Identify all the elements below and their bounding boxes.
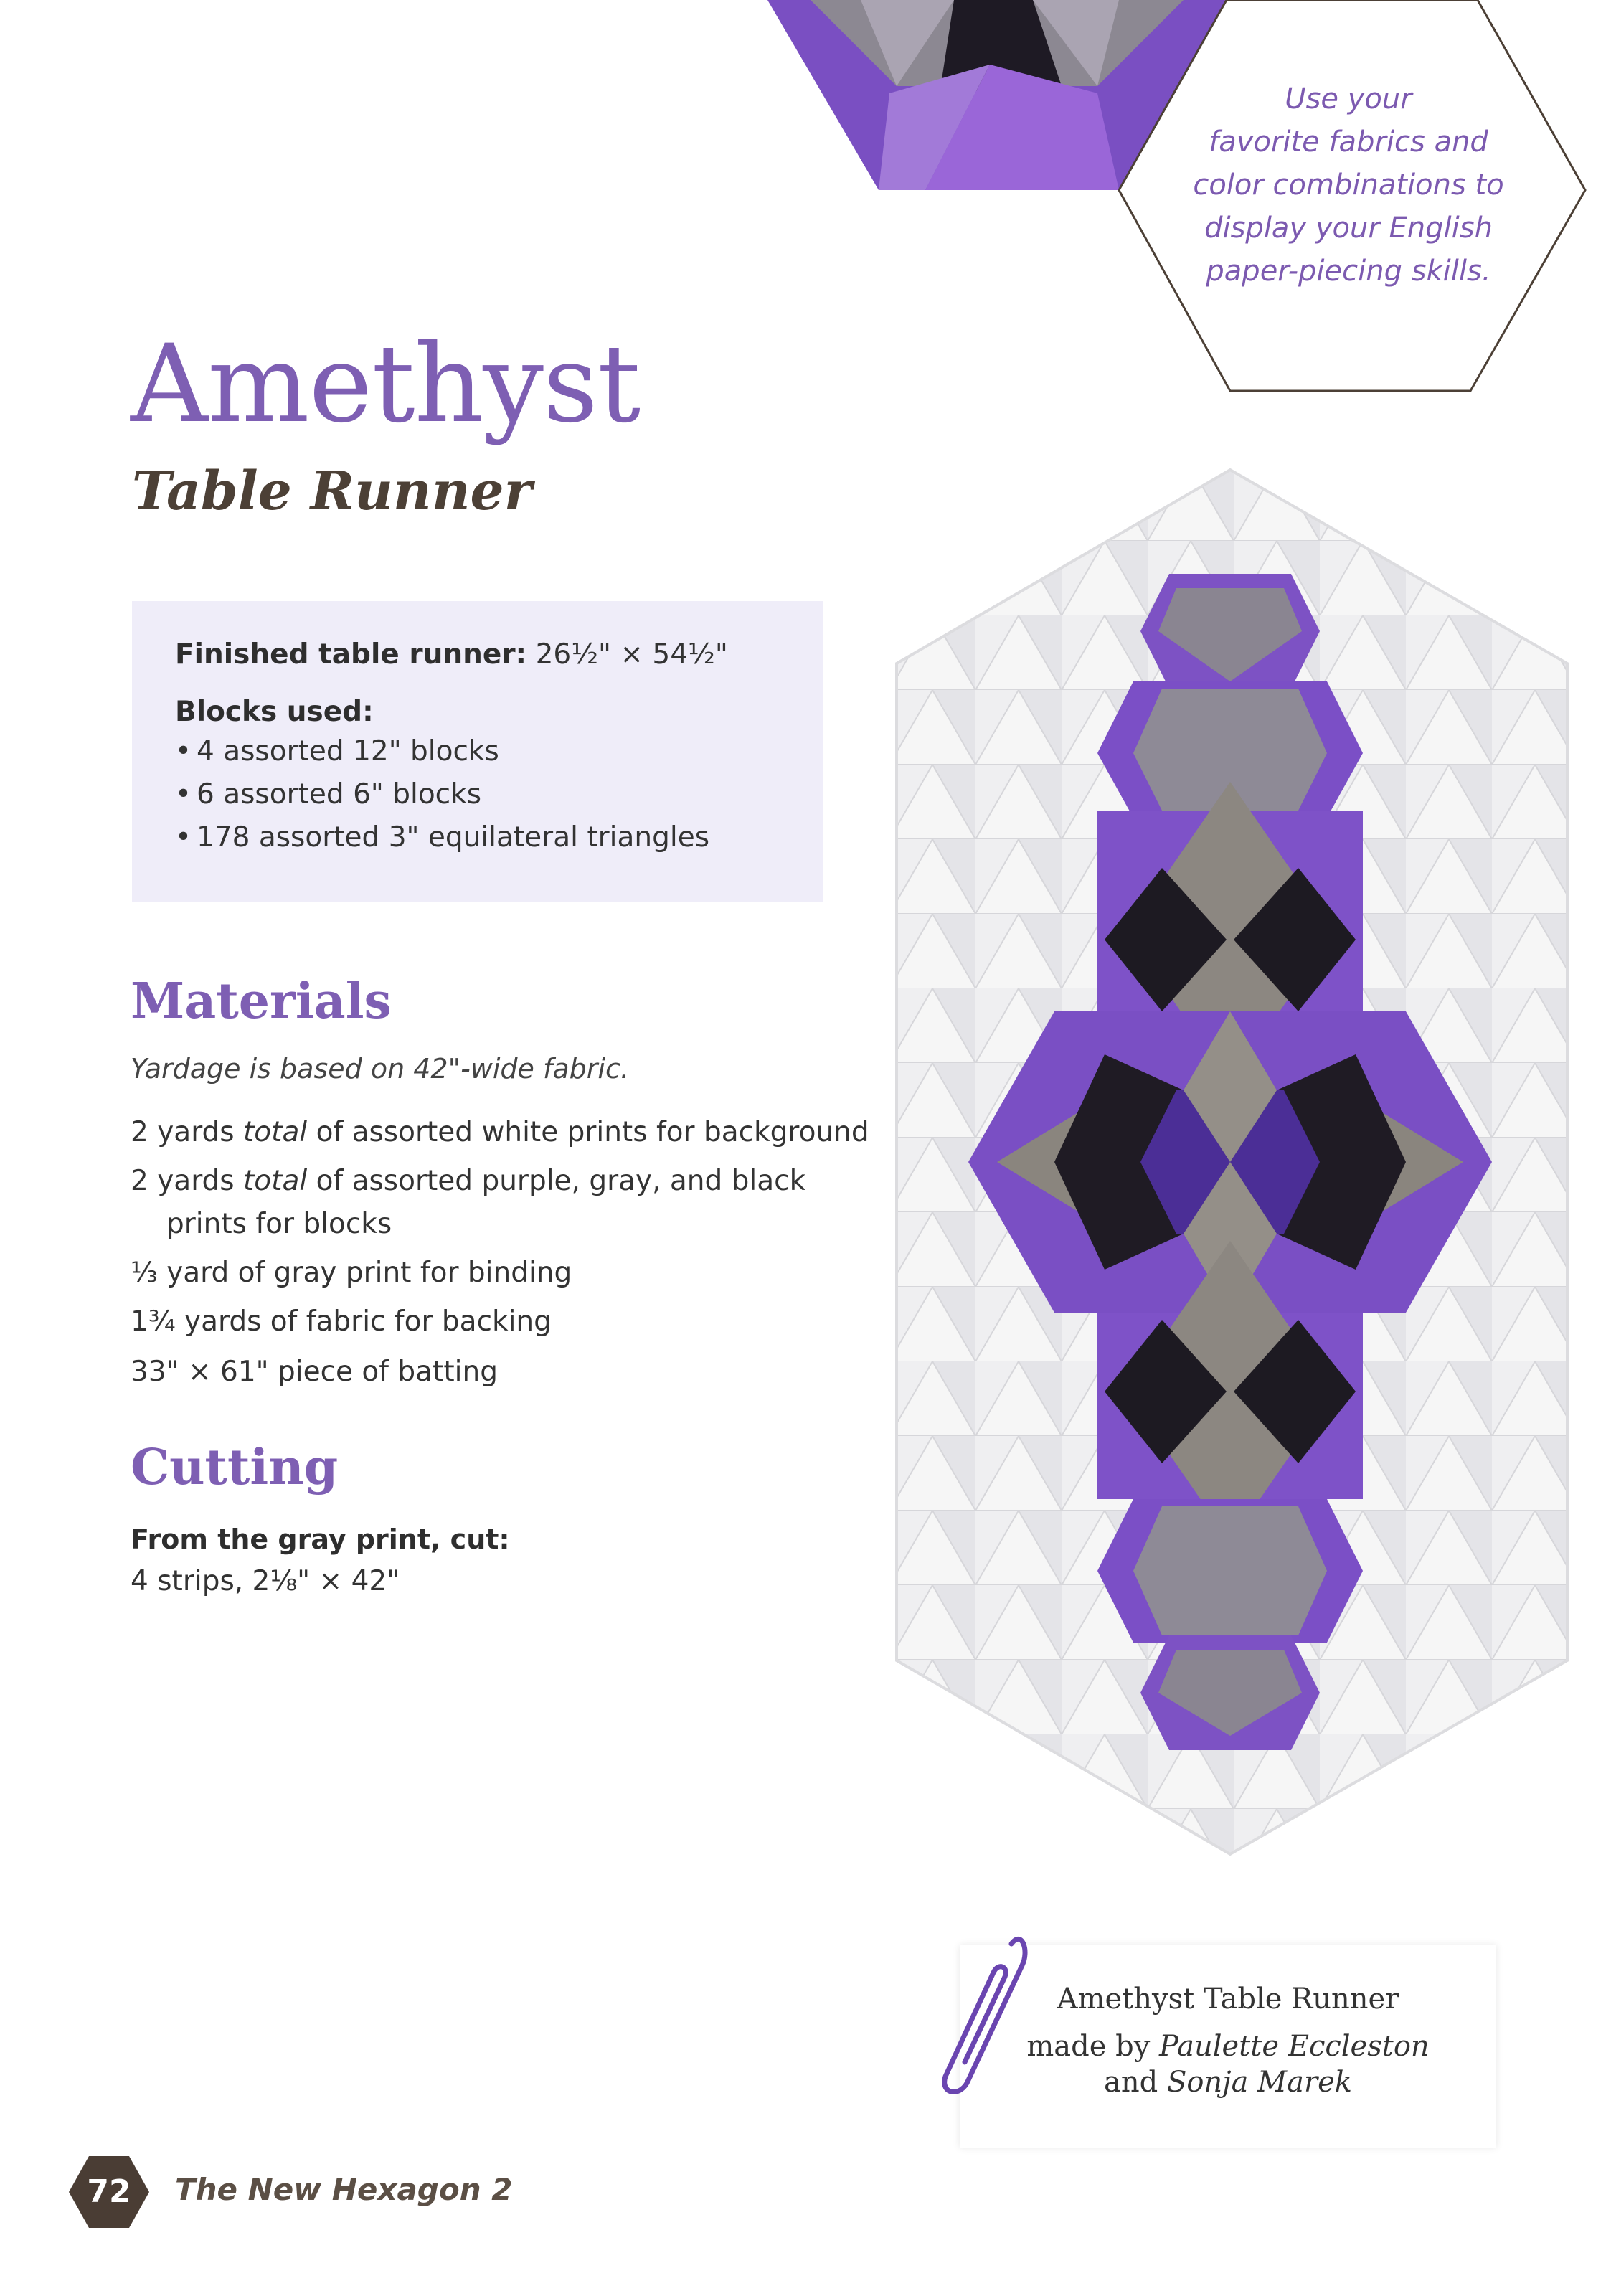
caption-text: made by bbox=[1026, 2030, 1160, 2063]
caption-maker-name: Sonja Marek bbox=[1166, 2066, 1352, 2099]
callout-line: display your English bbox=[1204, 212, 1493, 245]
materials-item: 33" × 61" piece of batting bbox=[131, 1356, 498, 1388]
callout-text bbox=[1176, 77, 1521, 293]
callout-line: Use your bbox=[1285, 82, 1412, 115]
materials-emphasis: total bbox=[243, 1165, 308, 1197]
materials-emphasis: total bbox=[243, 1116, 308, 1148]
materials-text: of assorted white prints for background bbox=[307, 1116, 869, 1148]
cutting-heading: Cutting bbox=[131, 1439, 339, 1496]
blocks-list-item: • 6 assorted 6" blocks bbox=[175, 778, 482, 811]
blocks-used-label: Blocks used: bbox=[175, 696, 374, 728]
finished-size-label: Finished table runner: bbox=[175, 638, 527, 671]
callout-line: color combinations to bbox=[1193, 169, 1504, 202]
cutting-subheading: From the gray print, cut: bbox=[131, 1523, 510, 1555]
block-item-text: 4 assorted 12" blocks bbox=[197, 735, 499, 767]
materials-item bbox=[131, 1115, 869, 1151]
info-box bbox=[132, 601, 823, 902]
photo-caption-card bbox=[960, 1945, 1496, 2148]
callout-line: favorite fabrics and bbox=[1209, 126, 1488, 159]
caption-makers-line bbox=[960, 2066, 1496, 2099]
materials-text: 2 yards bbox=[131, 1165, 244, 1197]
table-runner-photo bbox=[889, 466, 1578, 1858]
caption-makers-line bbox=[960, 2030, 1496, 2063]
callout-line: paper-piecing skills. bbox=[1206, 255, 1491, 288]
finished-size-value: 26½" × 54½" bbox=[535, 638, 728, 671]
materials-item: ⅓ yard of gray print for binding bbox=[131, 1257, 572, 1289]
materials-text: of assorted purple, gray, and black bbox=[307, 1165, 806, 1197]
materials-item-continuation: prints for blocks bbox=[166, 1208, 392, 1240]
materials-text: 2 yards bbox=[131, 1116, 244, 1148]
caption-maker-name: Paulette Eccleston bbox=[1159, 2030, 1430, 2063]
page-title: Amethyst bbox=[131, 322, 641, 447]
blocks-list-item: • 4 assorted 12" blocks bbox=[175, 735, 499, 767]
cutting-item: 4 strips, 2⅛" × 42" bbox=[131, 1565, 400, 1597]
caption-title: Amethyst Table Runner bbox=[1057, 1983, 1399, 2016]
caption-text: and bbox=[1104, 2066, 1167, 2099]
materials-heading: Materials bbox=[131, 973, 392, 1030]
block-item-text: 178 assorted 3" equilateral triangles bbox=[197, 821, 710, 854]
materials-item: 1¾ yards of fabric for backing bbox=[131, 1305, 552, 1338]
page-number: 72 bbox=[87, 2173, 131, 2210]
materials-item bbox=[131, 1163, 806, 1199]
finished-size-row bbox=[175, 637, 728, 673]
block-item-text: 6 assorted 6" blocks bbox=[197, 778, 482, 811]
paper-clip-icon bbox=[932, 1922, 1033, 2109]
book-title: The New Hexagon 2 bbox=[175, 2172, 513, 2207]
page-subtitle: Table Runner bbox=[132, 460, 532, 522]
materials-note: Yardage is based on 42"-wide fabric. bbox=[131, 1053, 629, 1085]
blocks-list-item: • 178 assorted 3" equilateral triangles bbox=[175, 821, 710, 854]
